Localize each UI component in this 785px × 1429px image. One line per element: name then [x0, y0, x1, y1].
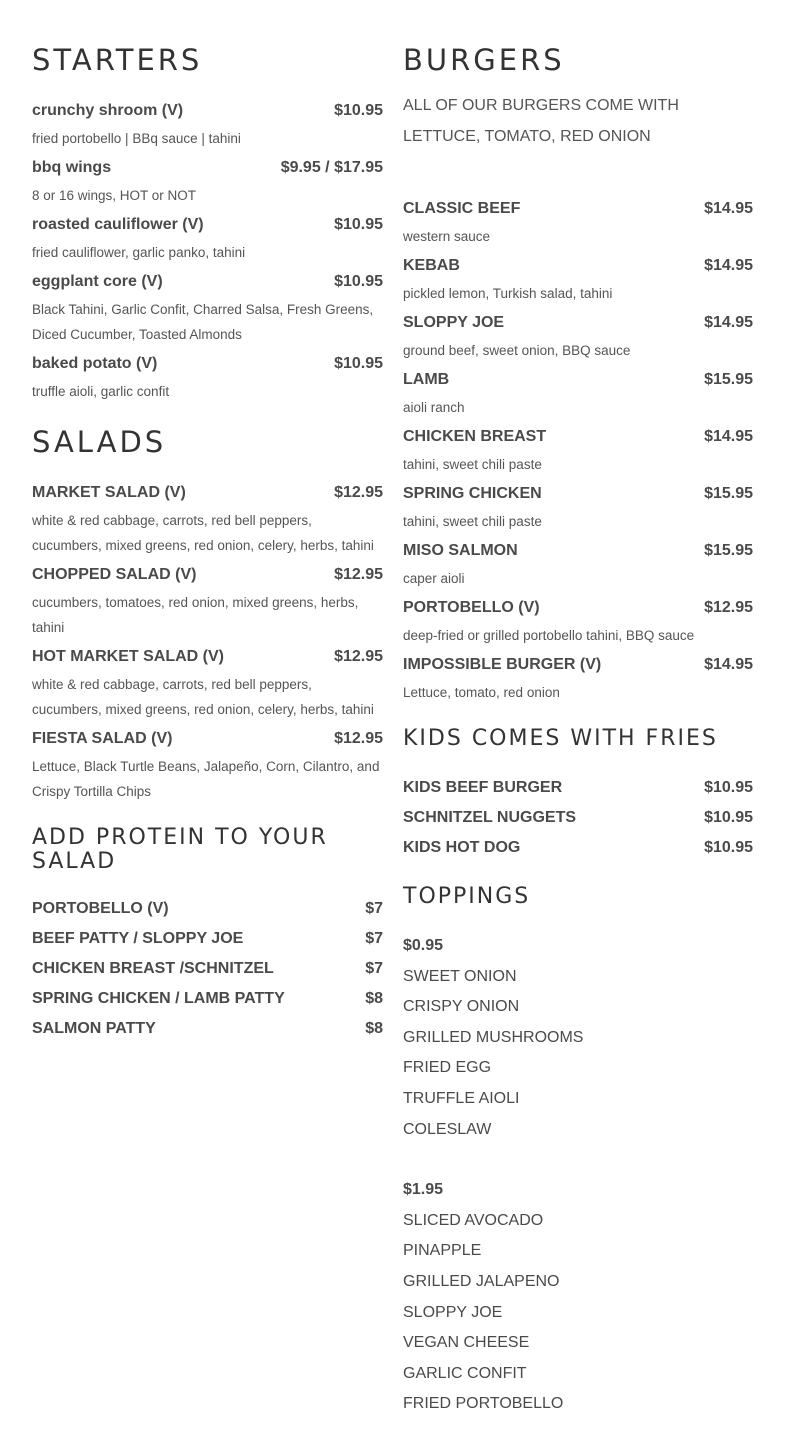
- topping-item: SLOPPY JOE: [403, 1303, 503, 1321]
- item-price: $12.95: [334, 566, 383, 583]
- item-price: $14.95: [704, 314, 753, 331]
- menu-item: [32, 478, 383, 558]
- menu-item: [32, 984, 383, 1014]
- menu-item: [32, 210, 383, 265]
- toppings-price: $1.95: [403, 1181, 444, 1199]
- menu-item: [32, 153, 383, 208]
- burgers-intro: ALL OF OUR BURGERS COME WITH LETTUCE, TOMATO, RED ONION: [403, 97, 679, 145]
- toppings-group: [403, 1175, 753, 1420]
- protein-heading: ADD PROTEIN TO YOUR SALAD: [32, 825, 328, 874]
- item-price: $12.95: [334, 648, 383, 665]
- item-description: pickled lemon, Turkish salad, tahini: [403, 286, 613, 301]
- item-price: $10.95: [704, 839, 753, 856]
- topping-item: FRIED EGG: [403, 1059, 492, 1077]
- item-name: CHICKEN BREAST: [403, 428, 547, 445]
- menu-item: [32, 267, 383, 347]
- item-description: aioli ranch: [403, 400, 465, 415]
- menu-item: [32, 642, 383, 722]
- starters-list: [32, 96, 383, 404]
- menu-item: [403, 194, 753, 249]
- topping-item: FRIED PORTOBELLO: [403, 1395, 564, 1413]
- menu-item: [32, 1014, 383, 1044]
- topping-item: PINAPPLE: [403, 1242, 482, 1260]
- item-name: CHICKEN BREAST /SCHNITZEL: [32, 960, 274, 977]
- item-price: $10.95: [704, 779, 753, 796]
- menu-item: [403, 479, 753, 534]
- item-description: white & red cabbage, carrots, red bell peppers, cucumbers, mixed greens, red onion, celery, herbs, tahini: [32, 677, 374, 717]
- item-price: $10.95: [704, 809, 753, 826]
- item-name: KEBAB: [403, 257, 460, 274]
- topping-item: GRILLED JALAPENO: [403, 1272, 560, 1290]
- item-description: deep-fried or grilled portobello tahini, BBQ sauce: [403, 628, 695, 643]
- item-description: tahini, sweet chili paste: [403, 457, 542, 472]
- topping-item: GARLIC CONFIT: [403, 1364, 527, 1382]
- menu-item: [32, 954, 383, 984]
- item-description: fried cauliflower, garlic panko, tahini: [32, 245, 246, 260]
- item-name: SLOPPY JOE: [403, 314, 505, 331]
- item-name: LAMB: [403, 371, 450, 388]
- item-price: $10.95: [334, 216, 383, 233]
- item-name: MISO SALMON: [403, 542, 518, 559]
- topping-item: SLICED AVOCADO: [403, 1211, 544, 1229]
- topping-item: CRISPY ONION: [403, 998, 520, 1016]
- menu-item: [403, 593, 753, 648]
- item-name: eggplant core (V): [32, 273, 163, 290]
- item-name: SALMON PATTY: [32, 1020, 156, 1037]
- item-name: baked potato (V): [32, 355, 158, 372]
- toppings-price: $0.95: [403, 937, 444, 954]
- item-description: caper aioli: [403, 571, 465, 586]
- item-name: BEEF PATTY / SLOPPY JOE: [32, 930, 244, 947]
- menu-item: [403, 422, 753, 477]
- item-price: $10.95: [334, 273, 383, 290]
- item-price: $7: [365, 900, 383, 917]
- item-name: CHOPPED SALAD (V): [32, 566, 197, 583]
- burgers-heading: BURGERS: [403, 43, 565, 77]
- item-description: tahini, sweet chili paste: [403, 514, 542, 529]
- item-price: $12.95: [334, 484, 383, 501]
- item-price: $14.95: [704, 656, 753, 673]
- item-name: roasted cauliflower (V): [32, 216, 204, 233]
- starters-heading: STARTERS: [32, 43, 203, 77]
- item-name: KIDS HOT DOG: [403, 839, 521, 856]
- item-price: $15.95: [704, 542, 753, 559]
- item-price: $10.95: [334, 102, 383, 119]
- item-description: white & red cabbage, carrots, red bell peppers, cucumbers, mixed greens, red onion, celery, herbs, tahini: [32, 513, 374, 553]
- item-name: PORTOBELLO (V): [403, 599, 540, 616]
- left-column: [32, 42, 383, 1420]
- protein-list: [32, 894, 383, 1044]
- item-description: cucumbers, tomatoes, red onion, mixed greens, herbs, tahini: [32, 595, 359, 635]
- item-description: Black Tahini, Garlic Confit, Charred Salsa, Fresh Greens, Diced Cucumber, Toasted Almonds: [32, 302, 374, 342]
- item-description: truffle aioli, garlic confit: [32, 384, 170, 399]
- menu-item: [403, 803, 753, 833]
- toppings-heading: TOPPINGS: [403, 884, 531, 909]
- item-description: Lettuce, Black Turtle Beans, Jalapeño, Corn, Cilantro, and Crispy Tortilla Chips: [32, 759, 380, 799]
- menu-item: [403, 536, 753, 591]
- menu-item: [403, 773, 753, 803]
- right-column: [403, 42, 753, 1420]
- menu-item: [403, 650, 753, 705]
- menu-item: [32, 724, 383, 804]
- burgers-list: [403, 194, 753, 705]
- item-price: $15.95: [704, 485, 753, 502]
- kids-list: [403, 773, 753, 863]
- item-name: CLASSIC BEEF: [403, 200, 521, 217]
- item-description: Lettuce, tomato, red onion: [403, 685, 560, 700]
- salads-list: [32, 478, 383, 804]
- menu-item: [32, 894, 383, 924]
- item-name: MARKET SALAD (V): [32, 484, 186, 501]
- menu-item: [403, 365, 753, 420]
- item-price: $7: [365, 930, 383, 947]
- menu-item: [403, 251, 753, 306]
- item-description: ground beef, sweet onion, BBQ sauce: [403, 343, 631, 358]
- item-name: bbq wings: [32, 159, 112, 176]
- menu-item: [403, 833, 753, 863]
- item-price: $15.95: [704, 371, 753, 388]
- item-name: FIESTA SALAD (V): [32, 730, 173, 747]
- item-price: $7: [365, 960, 383, 977]
- topping-item: SWEET ONION: [403, 967, 517, 985]
- salads-heading: SALADS: [32, 425, 167, 459]
- menu-item: [32, 96, 383, 151]
- topping-item: COLESLAW: [403, 1120, 492, 1138]
- item-name: HOT MARKET SALAD (V): [32, 648, 224, 665]
- item-name: SCHNITZEL NUGGETS: [403, 809, 577, 826]
- menu-item: [32, 560, 383, 640]
- item-price: $8: [365, 990, 383, 1007]
- item-price: $9.95 / $17.95: [280, 159, 383, 176]
- item-description: 8 or 16 wings, HOT or NOT: [32, 188, 197, 203]
- kids-heading: KIDS COMES WITH FRIES: [403, 726, 718, 751]
- topping-item: GRILLED MUSHROOMS: [403, 1028, 584, 1046]
- menu-item: [32, 349, 383, 404]
- item-name: SPRING CHICKEN: [403, 485, 542, 502]
- item-name: SPRING CHICKEN / LAMB PATTY: [32, 990, 285, 1007]
- item-description: fried portobello | BBq sauce | tahini: [32, 131, 241, 146]
- item-name: IMPOSSIBLE BURGER (V): [403, 656, 602, 673]
- item-description: western sauce: [403, 229, 491, 244]
- item-price: $10.95: [334, 355, 383, 372]
- toppings-group: [403, 931, 753, 1145]
- item-price: $12.95: [334, 730, 383, 747]
- topping-item: TRUFFLE AIOLI: [403, 1089, 520, 1107]
- topping-item: VEGAN CHEESE: [403, 1334, 530, 1352]
- item-name: crunchy shroom (V): [32, 102, 184, 119]
- menu-item: [32, 924, 383, 954]
- item-price: $14.95: [704, 257, 753, 274]
- item-name: PORTOBELLO (V): [32, 900, 169, 917]
- item-price: $14.95: [704, 200, 753, 217]
- menu-item: [403, 308, 753, 363]
- item-price: $14.95: [704, 428, 753, 445]
- item-price: $12.95: [704, 599, 753, 616]
- item-name: KIDS BEEF BURGER: [403, 779, 563, 796]
- item-price: $8: [365, 1020, 383, 1037]
